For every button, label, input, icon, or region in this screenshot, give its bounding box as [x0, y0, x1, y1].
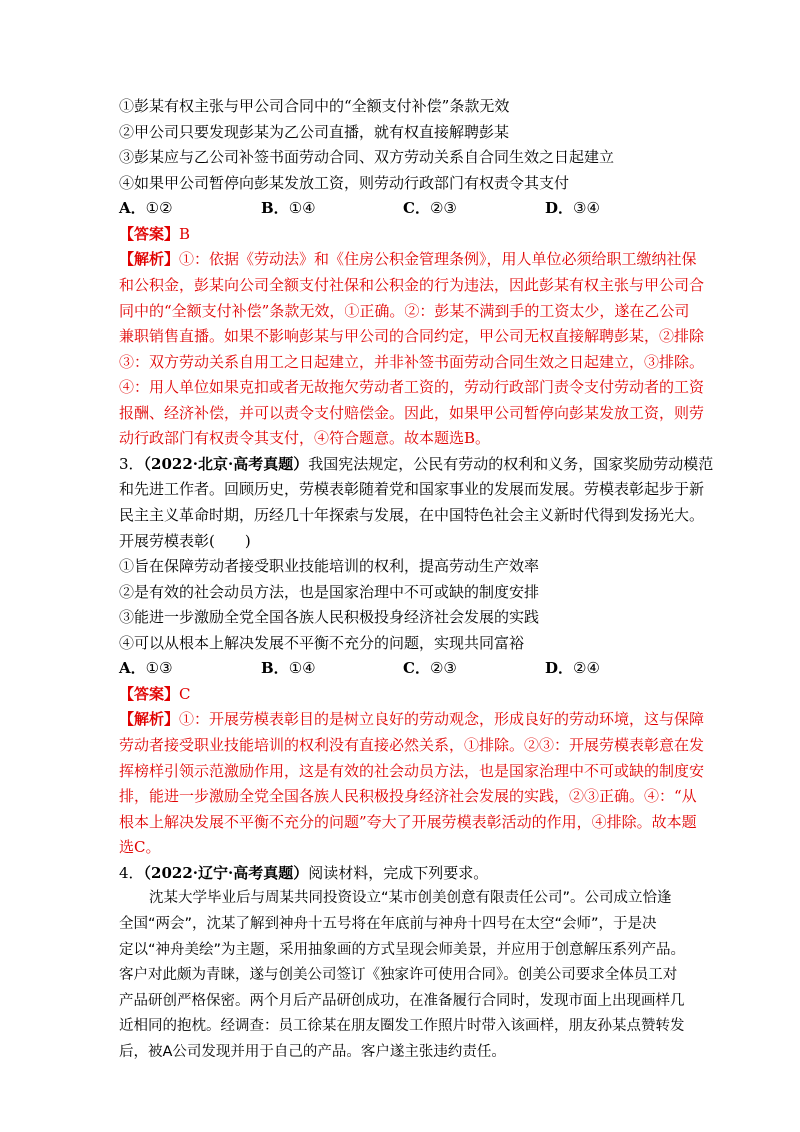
q3-stem-line: 3．（2022·北京·高考真题）我国宪法规定，公民有劳动的权利和义务，国家奖励劳动模范 — [119, 455, 714, 473]
q3-answer: 【答案】C — [119, 685, 191, 703]
q2-analysis-line: 【解析】①：依据《劳动法》和《住房公积金管理条例》，用人单位必须给职工缴纳社保 — [119, 250, 697, 268]
q2-answer: 【答案】B — [119, 225, 191, 243]
q3-analysis-line: 选C。 — [119, 838, 161, 856]
q2-analysis-line: 同中的“全额支付补偿”条款无效，①正确。②：彭某不满到手的工资太少，遂在乙公司 — [119, 302, 690, 320]
q4-material-line: 全国“两会”，沈某了解到神舟十五号将在年底前与神舟十四号在太空“会师”，于是决 — [119, 916, 657, 932]
q2-option-d: D．③④ — [545, 199, 600, 217]
q2-statement-1: ①彭某有权主张与甲公司合同中的“全额支付补偿”条款无效 — [119, 97, 510, 115]
q3-statement-4: ④可以从根本上解决发展不平衡不充分的问题，实现共同富裕 — [119, 634, 525, 652]
q4-stem-line: 4．（2022·辽宁·高考真题）阅读材料，完成下列要求。 — [119, 864, 489, 882]
q2-option-b: B．①④ — [261, 199, 316, 217]
q3-analysis-line: 劳动者接受职业技能培训的权利没有直接必然关系，①排除。②③：开展劳模表彰意在发 — [119, 736, 705, 754]
q4-material-line: 后，被A公司发现并用于自己的产品。客户遂主张违约责任。 — [119, 1044, 506, 1060]
q3-statement-3: ③能进一步激励全党全国各族人民积极投身经济社会发展的实践 — [119, 608, 540, 626]
q2-statement-3: ③彭某应与乙公司补签书面劳动合同、双方劳动关系自合同生效之日起建立 — [119, 148, 615, 166]
q2-analysis-line: 和公积金，彭某向公司全额支付社保和公积金的行为违法，因此彭某有权主张与甲公司合 — [119, 276, 705, 294]
q2-statement-2: ②甲公司只要发现彭某为乙公司直播，就有权直接解聘彭某 — [119, 123, 510, 141]
q3-analysis-line: 根本上解决发展不平衡不充分的问题”夸大了开展劳模表彰活动的作用，④排除。故本题 — [119, 813, 697, 831]
q3-option-a: A．①③ — [119, 659, 173, 677]
q2-option-c: C．②③ — [403, 199, 457, 217]
q3-option-b: B．①④ — [261, 659, 316, 677]
q3-analysis-line: 挥榜样引领示范激励作用，这是有效的社会动员方法，也是国家治理中不可或缺的制度安 — [119, 762, 705, 780]
q3-option-d: D．②④ — [545, 659, 600, 677]
q3-source: （2022·北京·高考真题） — [143, 455, 309, 473]
q3-option-c: C．②③ — [403, 659, 457, 677]
q4-material-line: 客户对此颇为青睐，遂与创美公司签订《独家许可使用合同》。创美公司要求全体员工对 — [119, 967, 678, 983]
q3-analysis-line: 排，能进一步激励全党全国各族人民积极投身经济社会发展的实践，②③正确。④：“从 — [119, 787, 697, 805]
q3-statement-1: ①旨在保障劳动者接受职业技能培训的权利，提高劳动生产效率 — [119, 557, 540, 575]
q2-analysis-line: ④：用人单位如果克扣或者无故拖欠劳动者工资的，劳动行政部门责令支付劳动者的工资 — [119, 378, 705, 396]
q3-analysis-line: 【解析】①：开展劳模表彰目的是树立良好的劳动观念，形成良好的劳动环境，这与保障 — [119, 710, 705, 728]
q2-option-a: A．①② — [119, 199, 173, 217]
q3-stem-line: 民主主义革命时期，历经几十年探索与发展，在中国特色社会主义新时代得到发扬光大。 — [119, 506, 705, 524]
q2-analysis-line: ③：双方劳动关系自用工之日起建立，并非补签书面劳动合同生效之日起建立，③排除。 — [119, 353, 705, 371]
q2-analysis-line: 动行政部门有权责令其支付，④符合题意。故本题选B。 — [119, 429, 491, 447]
q4-number: 4． — [119, 864, 144, 882]
q4-material-line: 近相同的抱枕。经调查：员工徐某在朋友圈发工作照片时带入该画样，朋友孙某点赞转发 — [119, 1018, 685, 1034]
q3-stem-line: 和先进工作者。回顾历史，劳模表彰随着党和国家事业的发展而发展。劳模表彰起步于新 — [119, 480, 705, 498]
q4-source: （2022·辽宁·高考真题） — [143, 864, 309, 882]
q2-statement-4: ④如果甲公司暂停向彭某发放工资，则劳动行政部门有权责令其支付 — [119, 174, 570, 192]
q4-material-line: 定以“神舟美绘”为主题，采用抽象画的方式呈现会师美景，并应用于创意解压系列产品。 — [119, 942, 686, 958]
q4-material-line: 产品研创严格保密。两个月后产品研创成功，在准备履行合同时，发现市面上出现画样几 — [119, 993, 685, 1009]
q2-analysis-line: 报酬、经济补偿，并可以责令支付赔偿金。因此，如果甲公司暂停向彭某发放工资，则劳 — [119, 404, 705, 422]
q4-material-line: 沈某大学毕业后与周某共同投资设立“某市创美创意有限责任公司”。公司成立恰逢 — [149, 890, 672, 906]
q3-stem-line: 开展劳模表彰( ) — [119, 532, 251, 550]
q3-number: 3． — [119, 455, 144, 473]
q2-analysis-line: 兼职销售直播。如果不影响彭某与甲公司的合同约定，甲公司无权直接解聘彭某，②排除 — [119, 327, 705, 345]
q3-statement-2: ②是有效的社会动员方法，也是国家治理中不可或缺的制度安排 — [119, 583, 540, 601]
